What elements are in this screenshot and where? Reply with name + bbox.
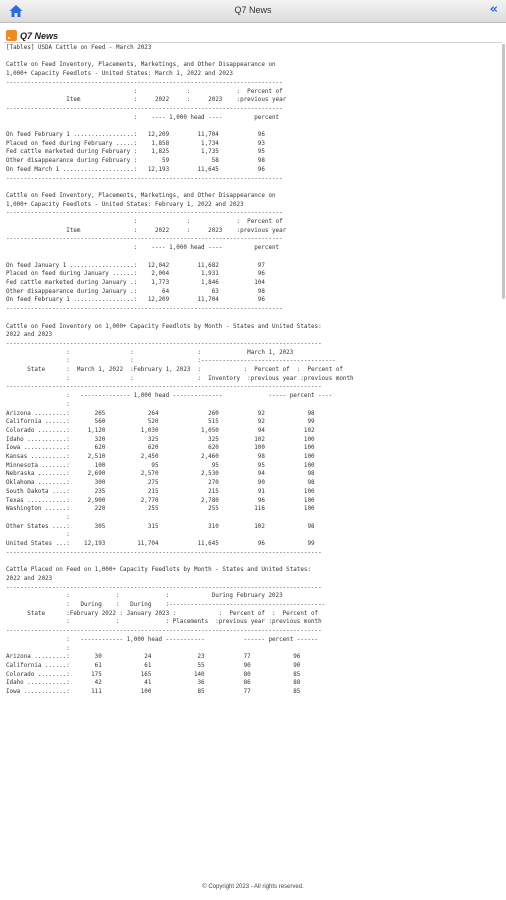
scrollbar-thumb[interactable] (502, 44, 505, 299)
article-scroll-area[interactable] (6, 44, 500, 882)
double-chevron-left-icon[interactable]: « (489, 2, 498, 17)
copyright-footer: © Copyright 2023 - All rights reserved. (202, 884, 304, 890)
feed-name: Q7 News (20, 30, 59, 41)
article-body: [Tables] USDA Cattle on Feed - March 2023 Cattle on Feed Inventory, Placements, Marketings, and Other Disappearance on 1,000+ Capacity Feedlots - United States: March 1, 2022 and 2023 ------------------------------------------------------------------------------ : : : Percent of Item : 2022 : 2023 :previous year ------------------------------------------------------------------------------ : ---- 1,000 head ---- percent On feed February 1 .................: 12,209 11,704 96 Placed on feed during February .....: 1,858 1,734 93 Fed cattle marketed during February : 1,825 1,735 95 Other disappearance during February : 59 58 98 On feed March 1 ....................: 12,193 11,645 96 ------------------------------------------------------------------------------ Cattle on Feed Inventory, Placements, Marketings, and Other Disappearance on 1,000+ Capacity Feedlots - United States: February 1, 2022 and 2023 ------------------------------------------------------------------------------ : : : Percent of Item : 2022 : 2023 :previous year ------------------------------------------------------------------------------ : ---- 1,000 head ---- percent On feed January 1 ..................: 12,042 11,682 97 Placed on feed during January ......: 2,004 1,931 96 Fed cattle marketed during January .: 1,773 1,846 104 Other disappearance during January .: 64 63 98 On feed February 1 .................: 12,209 11,704 96 ------------------------------------------------------------------------------ Cattle on Feed Inventory on 1,000+ Capacity Feedlots by Month - States and United States: 2022 and 2023 ----------------------------------------------------------------------------------------- : : : March 1, 2023 : : :-------------------------------------- State : March 1, 2022 :February 1, 2023 : : Percent of : Percent of : : : Inventory :previous year :previous month ----------------------------------------------------------------------------------------- : -------------- 1,000 head -------------- ----- percent ---- : Arizona .........: 265 264 260 92 98 California ......: 560 520 515 92 99 Colorado ........: 1,120 1,030 1,050 94 102 Idaho ...........: 320 325 325 102 100 Iowa ............: 620 620 620 100 100 Kansas ..........: 2,510 2,450 2,460 98 100 Minnesota .......: 100 95 95 95 100 Nebraska ........: 2,690 2,570 2,530 94 98 Oklahoma ........: 300 275 270 90 98 South Dakota ....: 235 215 215 91 100 Texas ...........: 2,900 2,770 2,780 96 100 Washington ......: 220 255 255 116 100 : Other States ....: 305 315 310 102 98 : United States ...: 12,193 11,704 11,645 96 99 ----------------------------------------------------------------------------------------- Cattle Placed on Feed on 1,000+ Capacity Feedlots by Month - States and United States: 2022 and 2023 ----------------------------------------------------------------------------------------- : : : During February 2023 : During : During :-------------------------------------------- State :February 2022 : January 2023 : : Percent of : Percent of : : : Placements :previous year :previous month ----------------------------------------------------------------------------------------- : ------------ 1,000 head ----------- ------ percent ------ : Arizona .........: 30 24 23 77 96 California ......: 61 61 55 90 90 Colorado ........: 175 165 140 80 85 Idaho ...........: 42 41 36 86 88 Iowa ............: 111 100 85 77 85 (6, 45, 354, 696)
rss-feed-icon (6, 30, 17, 41)
feed-header (6, 27, 58, 43)
top-bar (0, 0, 506, 23)
window-title: Q7 News (234, 5, 272, 15)
header-divider (4, 42, 502, 43)
